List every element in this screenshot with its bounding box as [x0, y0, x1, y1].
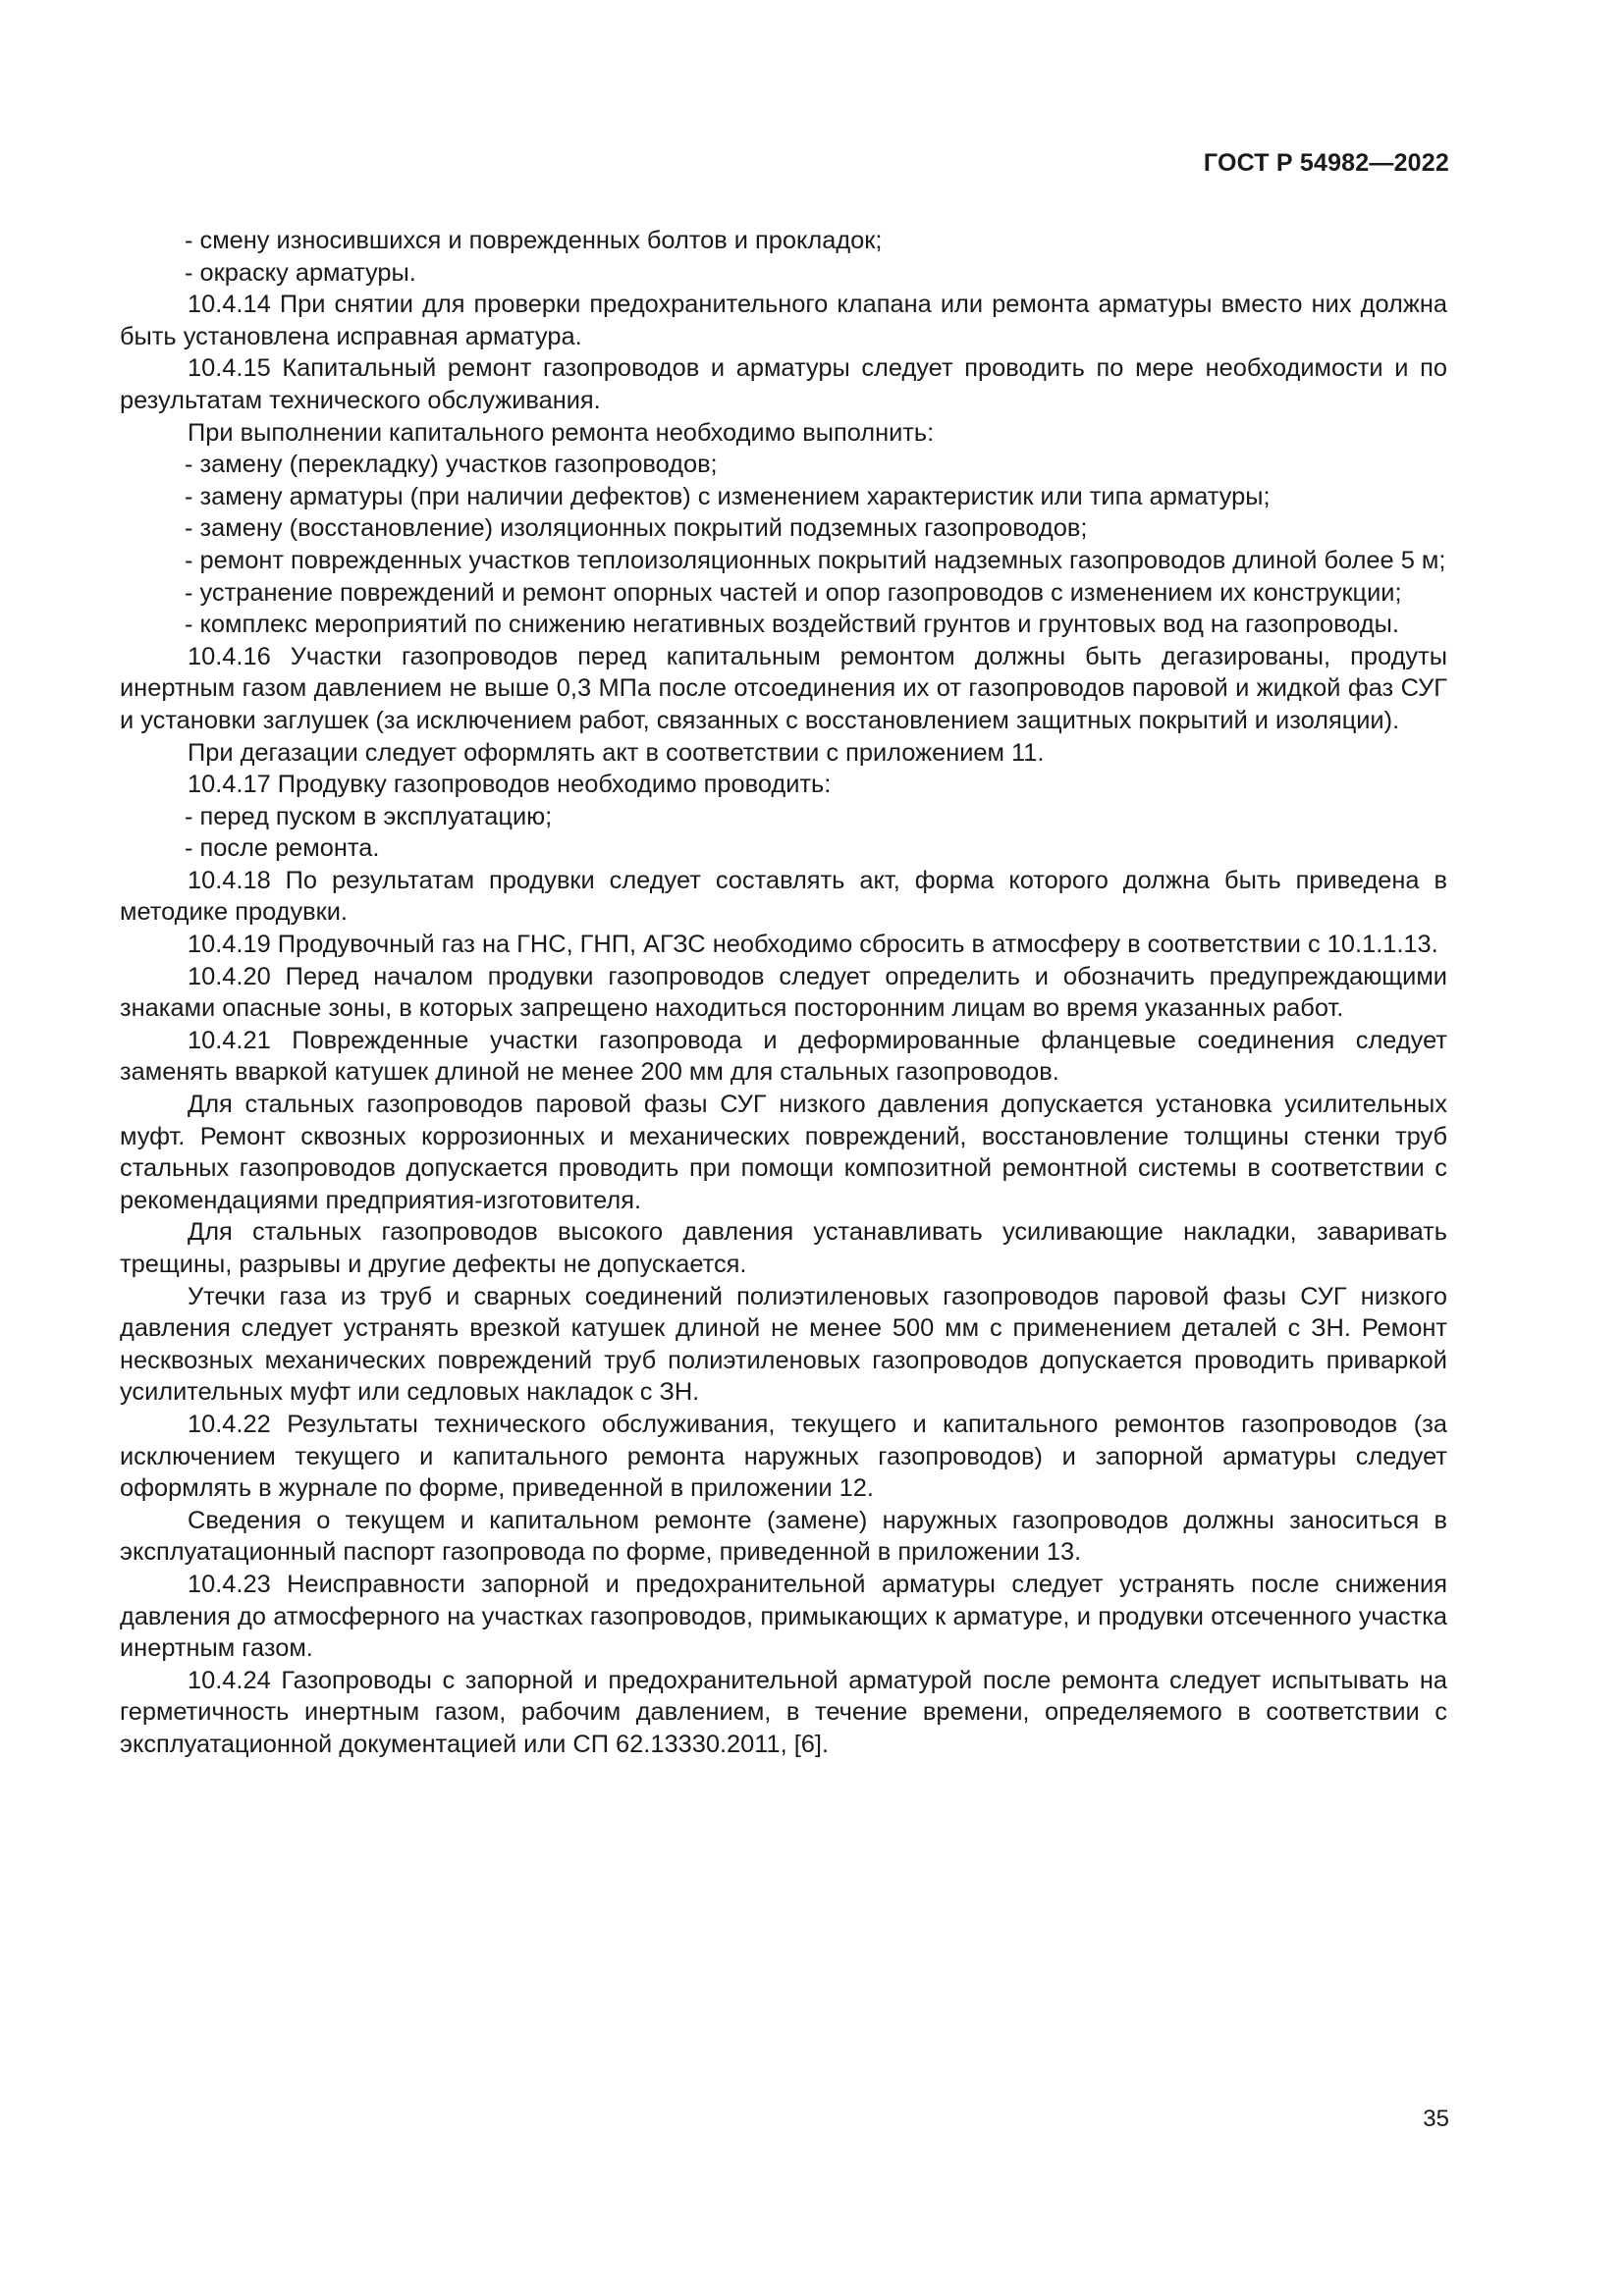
paragraph-10-4-14: 10.4.14 При снятии для проверки предохранительного клапана или ремонта арматуры вместо них должна быть установлена исправная арматура.	[120, 291, 1447, 350]
list-item: - замену (перекладку) участков газопроводов;	[185, 451, 718, 479]
list-item: - замену (восстановление) изоляционных покрытий подземных газопроводов;	[185, 514, 1088, 543]
list-item: - комплекс мероприятий по снижению негативных воздействий грунтов и грунтовых вод на газопроводы.	[185, 611, 1399, 639]
list-item: - устранение повреждений и ремонт опорных частей и опор газопроводов с изменением их конструкции;	[185, 578, 1402, 607]
paragraph-10-4-20: 10.4.20 Перед началом продувки газопроводов следует определить и обозначить предупреждающими знаками опасные зоны, в которых запрещено находиться посторонним лицам во время указанных работ.	[120, 962, 1447, 1023]
paragraph-10-4-17: 10.4.17 Продувку газопроводов необходимо проводить:	[188, 771, 832, 799]
paragraph: Для стальных газопроводов высокого давления устанавливать усиливающие накладки, заваривать трещины, разрывы и другие дефекты не допускается.	[120, 1218, 1447, 1278]
document-body	[120, 225, 1447, 1761]
paragraph-10-4-18: 10.4.18 По результатам продувки следует составлять акт, форма которого должна быть приведена в методике продувки.	[120, 866, 1447, 927]
paragraph: При выполнении капитального ремонта необходимо выполнить:	[188, 418, 935, 447]
list-item: - ремонт поврежденных участков теплоизоляционных покрытий надземных газопроводов длиной более 5 м;	[185, 546, 1446, 574]
paragraph: Утечки газа из труб и сварных соединений полиэтиленовых газопроводов паровой фазы СУГ низкого давления следует устранять врезкой катушек длиной не менее 500 мм с применением деталей с ЗН. Ремонт несквозных механических повреждений труб полиэтиленовых газопроводов допускается проводить приваркой усилительных муфт или седловых накладок с ЗН.	[120, 1282, 1447, 1407]
paragraph: Для стальных газопроводов паровой фазы СУГ низкого давления допускается установка усилительных муфт. Ремонт сквозных коррозионных и механических повреждений, восстановление толщины стенки труб стальных газопроводов допускается проводить при помощи композитной ремонтной системы в соответствии с рекомендациями предприятия-изготовителя.	[120, 1091, 1447, 1214]
paragraph-10-4-21: 10.4.21 Поврежденные участки газопровода и деформированные фланцевые соединения следует заменять вваркой катушек длиной не менее 200 мм для стальных газопроводов.	[120, 1026, 1447, 1087]
list-item: - перед пуском в эксплуатацию;	[185, 802, 553, 830]
paragraph-10-4-16: 10.4.16 Участки газопроводов перед капитальным ремонтом должны быть дегазированы, продуты инертным газом давлением не выше 0,3 МПа после отсоединения их от газопроводов паровой и жидкой фаз СУГ и установки заглушек (за исключением работ, связанных с восстановлением защитных покрытий и изоляции).	[120, 642, 1447, 734]
paragraph-10-4-23: 10.4.23 Неисправности запорной и предохранительной арматуры следует устранять после снижения давления до атмосферного на участках газопроводов, примыкающих к арматуре, и продувки отсеченного участка инертным газом.	[120, 1570, 1447, 1663]
list-item: - замену арматуры (при наличии дефектов) с изменением характеристик или типа арматуры;	[185, 482, 1271, 510]
list-item: - окраску арматуры.	[185, 258, 416, 287]
document-header: ГОСТ Р 54982—2022	[1203, 149, 1449, 177]
paragraph-10-4-24: 10.4.24 Газопроводы с запорной и предохранительной арматурой после ремонта следует испытывать на герметичность инертным газом, рабочим давлением, в течение времени, определяемого в соответствии с эксплуатационной документацией или СП 62.13330.2011, [6].	[120, 1666, 1447, 1758]
paragraph-10-4-19: 10.4.19 Продувочный газ на ГНС, ГНП, АГЗС необходимо сбросить в атмосферу в соответствии с 10.1.1.13.	[188, 931, 1438, 959]
list-item: - после ремонта.	[185, 834, 380, 863]
paragraph-10-4-22: 10.4.22 Результаты технического обслуживания, текущего и капитального ремонтов газопроводов (за исключением текущего и капитального ремонта наружных газопроводов) и запорной арматуры следует оформлять в журнале по форме, приведенной в приложении 12.	[120, 1410, 1447, 1503]
page-number: 35	[1423, 2106, 1449, 2132]
list-item: - смену износившихся и поврежденных болтов и прокладок;	[185, 227, 883, 254]
paragraph: Сведения о текущем и капитальном ремонте (замене) наружных газопроводов должны заноситься в эксплуатационный паспорт газопровода по форме, приведенной в приложении 13.	[120, 1506, 1447, 1567]
paragraph-10-4-15: 10.4.15 Капитальный ремонт газопроводов и арматуры следует проводить по мере необходимости и по результатам технического обслуживания.	[120, 354, 1447, 414]
paragraph: При дегазации следует оформлять акт в соответствии с приложением 11.	[188, 738, 1045, 767]
